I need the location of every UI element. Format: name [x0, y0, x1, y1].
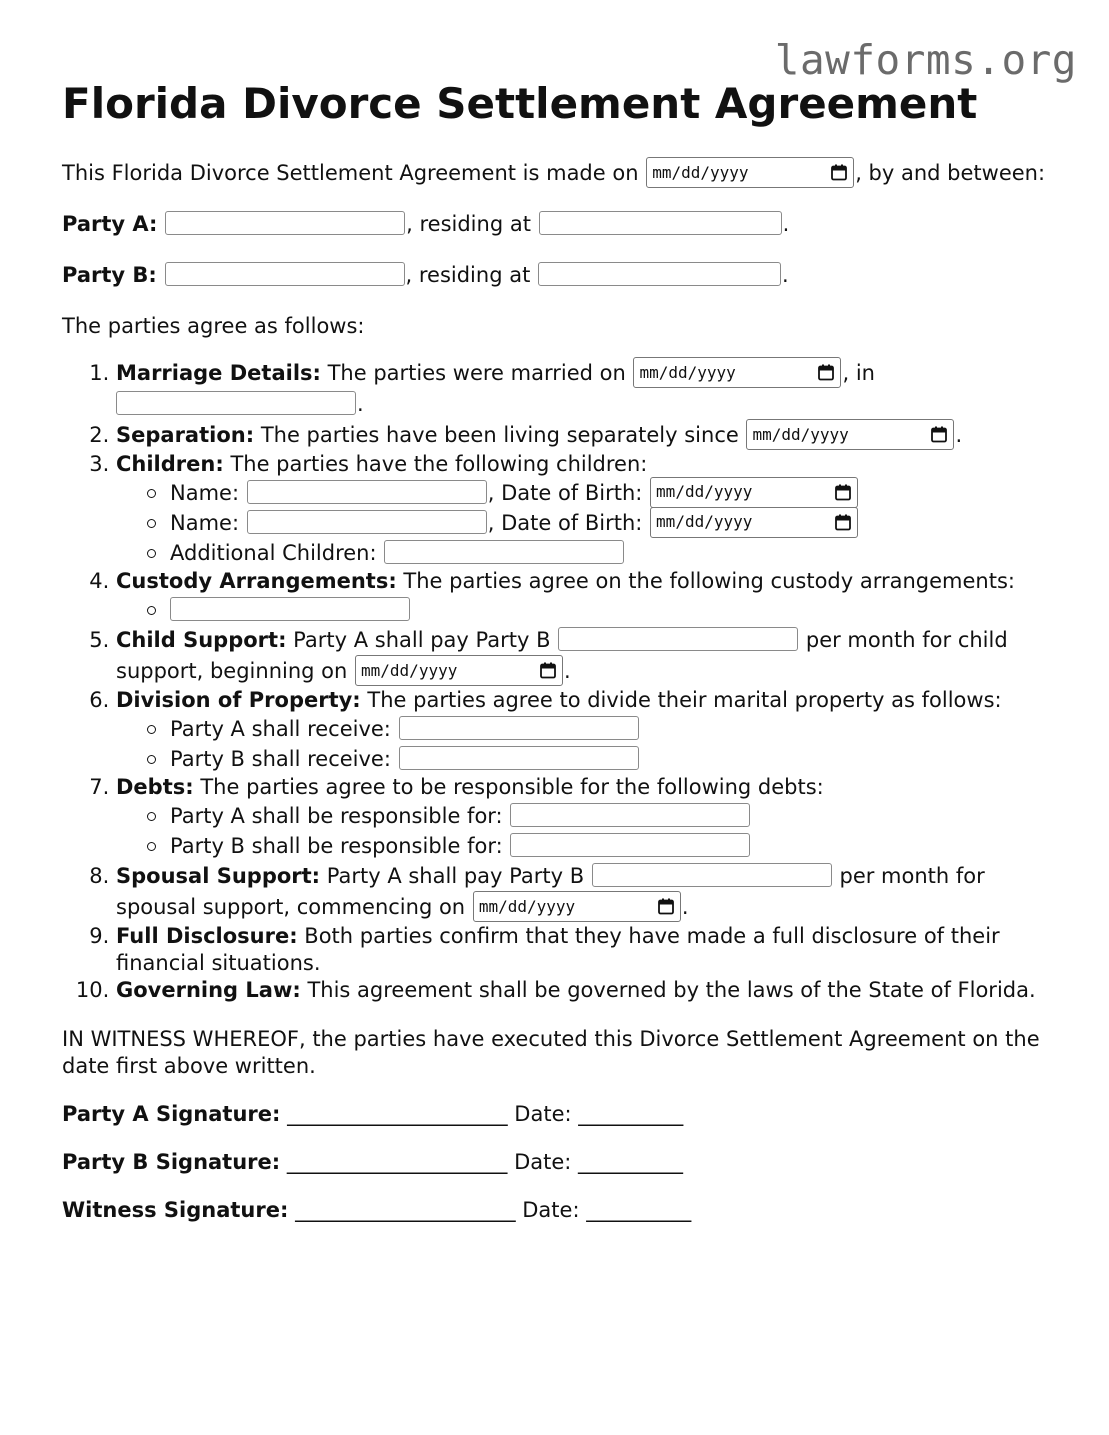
calendar-icon	[835, 514, 851, 531]
child-2-name-input[interactable]	[247, 510, 487, 534]
party-a-signature-label: Party A Signature:	[62, 1102, 281, 1126]
party-b-date-label: Date:	[514, 1150, 572, 1174]
law-heading: Governing Law:	[116, 978, 301, 1002]
party-a-period: .	[782, 212, 790, 236]
child-1-name-input[interactable]	[247, 480, 487, 504]
list-item-child-support	[116, 625, 1062, 687]
party-b-address-input[interactable]	[538, 262, 781, 286]
debts-a-input[interactable]	[510, 803, 750, 827]
custody-list	[116, 595, 1062, 625]
property-b-item	[170, 744, 1062, 774]
law-text: This agreement shall be governed by the laws of the State of Florida.	[307, 978, 1036, 1002]
party-b-signature-blank: _____________________	[286, 1150, 508, 1174]
child-1-name-label: Name:	[170, 481, 240, 505]
party-a-date-blank: __________	[578, 1102, 684, 1126]
terms-list	[62, 358, 1062, 1004]
calendar-icon	[658, 898, 674, 915]
property-b-input[interactable]	[399, 746, 639, 770]
separation-date-input[interactable]: mm/dd/yyyy	[746, 419, 954, 450]
separation-heading: Separation:	[116, 423, 255, 447]
property-text: The parties agree to divide their marital property as follows:	[367, 688, 1002, 712]
debts-b-item	[170, 831, 1062, 861]
spousal-text: Party A shall pay Party B	[326, 864, 585, 888]
party-a-date-label: Date:	[514, 1102, 572, 1126]
child-2-dob-label: , Date of Birth:	[487, 511, 643, 535]
marriage-text: The parties were married on	[327, 361, 626, 385]
calendar-icon	[931, 426, 947, 443]
list-item-disclosure	[116, 923, 1062, 977]
witness-paragraph: IN WITNESS WHEREOF, the parties have executed this Divorce Settlement Agreement on the date first above written.	[62, 1027, 1040, 1078]
list-item-spousal-support	[116, 861, 1062, 923]
calendar-icon	[540, 662, 556, 679]
party-b-date-blank: __________	[578, 1150, 684, 1174]
separation-text: The parties have been living separately since	[260, 423, 739, 447]
custody-input[interactable]	[170, 597, 410, 621]
party-a-signature-blank: _____________________	[287, 1102, 508, 1126]
calendar-icon	[835, 484, 851, 501]
list-item-children	[116, 451, 1062, 568]
party-b-label: Party B:	[62, 263, 157, 287]
marriage-period: .	[357, 392, 364, 416]
disclosure-text: Both parties confirm that they have made a full disclosure of their financial situations.	[116, 924, 1000, 975]
watermark: lawforms.org	[774, 36, 1077, 84]
party-a-label: Party A:	[62, 212, 158, 236]
debts-list	[116, 801, 1062, 861]
marriage-heading: Marriage Details:	[116, 361, 321, 385]
children-heading: Children:	[116, 452, 224, 476]
spousal-date-input[interactable]: mm/dd/yyyy	[473, 891, 681, 922]
party-b-signature-label: Party B Signature:	[62, 1150, 281, 1174]
spousal-heading: Spousal Support:	[116, 864, 321, 888]
document	[62, 78, 1062, 1224]
property-list	[116, 714, 1062, 774]
custody-heading: Custody Arrangements:	[116, 569, 397, 593]
additional-children-label: Additional Children:	[170, 541, 377, 565]
spousal-period: .	[681, 895, 689, 919]
party-b-period: .	[782, 263, 789, 287]
property-a-input[interactable]	[399, 716, 639, 740]
calendar-icon	[831, 164, 847, 181]
property-a-label: Party A shall receive:	[170, 717, 391, 741]
agreement-date-input[interactable]: mm/dd/yyyy	[646, 157, 854, 188]
witness-date-blank: __________	[586, 1198, 692, 1222]
child-1-dob-input[interactable]: mm/dd/yyyy	[650, 477, 858, 508]
calendar-icon	[818, 364, 834, 381]
child-support-period: .	[564, 659, 571, 683]
list-item-governing-law	[116, 977, 1062, 1004]
child-2-name-label: Name:	[170, 511, 240, 535]
list-item-debts	[116, 774, 1062, 861]
party-a-signature-line	[62, 1100, 1062, 1128]
additional-children-input[interactable]	[384, 540, 624, 564]
intro-paragraph	[62, 158, 1062, 189]
child-support-text: Party A shall pay Party B	[293, 628, 551, 652]
list-item-separation	[116, 420, 1062, 451]
children-text: The parties have the following children:	[230, 452, 648, 476]
witness-signature-line	[62, 1196, 1062, 1224]
agree-text: The parties agree as follows:	[62, 314, 365, 338]
child-support-date-input[interactable]: mm/dd/yyyy	[355, 655, 563, 686]
debts-b-input[interactable]	[510, 833, 750, 857]
separation-period: .	[955, 423, 963, 447]
witness-signature-label: Witness Signature:	[62, 1198, 289, 1222]
list-item-property	[116, 687, 1062, 774]
party-a-line	[62, 209, 1062, 240]
intro-text: This Florida Divorce Settlement Agreement is made on	[62, 161, 639, 185]
child-2-dob-input[interactable]: mm/dd/yyyy	[650, 507, 858, 538]
party-b-signature-line	[62, 1148, 1062, 1176]
marriage-date-input[interactable]: mm/dd/yyyy	[633, 357, 841, 388]
party-b-residing-label: , residing at	[405, 263, 531, 287]
list-item-marriage	[116, 358, 1062, 420]
page-title: Florida Divorce Settlement Agreement	[62, 79, 978, 128]
property-a-item	[170, 714, 1062, 744]
child-2-item	[170, 508, 1062, 538]
child-1-item	[170, 478, 1062, 508]
party-a-residing-label: , residing at	[406, 212, 531, 236]
spousal-after: per month for spousal support, commencing on	[116, 864, 985, 919]
debts-heading: Debts:	[116, 775, 194, 799]
child-support-after: per month for child support, beginning on	[116, 628, 1008, 683]
additional-children-item	[170, 538, 1062, 568]
child-1-dob-label: , Date of Birth:	[487, 481, 643, 505]
disclosure-heading: Full Disclosure:	[116, 924, 298, 948]
party-b-line	[62, 260, 1062, 291]
custody-text: The parties agree on the following custody arrangements:	[403, 569, 1015, 593]
marriage-in: , in	[842, 361, 875, 385]
list-item-custody	[116, 568, 1062, 625]
property-b-label: Party B shall receive:	[170, 747, 391, 771]
party-a-address-input[interactable]	[539, 211, 782, 235]
debts-b-label: Party B shall be responsible for:	[170, 834, 503, 858]
marriage-place-input[interactable]	[116, 391, 356, 415]
custody-item	[170, 595, 1062, 625]
debts-a-item	[170, 801, 1062, 831]
property-heading: Division of Property:	[116, 688, 361, 712]
debts-text: The parties agree to be responsible for the following debts:	[200, 775, 824, 799]
spousal-amount-input[interactable]	[592, 863, 832, 887]
witness-signature-blank: _____________________	[295, 1198, 516, 1222]
child-support-heading: Child Support:	[116, 628, 287, 652]
children-list	[116, 478, 1062, 568]
child-support-amount-input[interactable]	[558, 627, 798, 651]
witness-date-label: Date:	[522, 1198, 580, 1222]
debts-a-label: Party A shall be responsible for:	[170, 804, 503, 828]
party-b-name-input[interactable]	[165, 262, 405, 286]
party-a-name-input[interactable]	[165, 211, 405, 235]
intro-text-after: , by and between:	[855, 161, 1046, 185]
